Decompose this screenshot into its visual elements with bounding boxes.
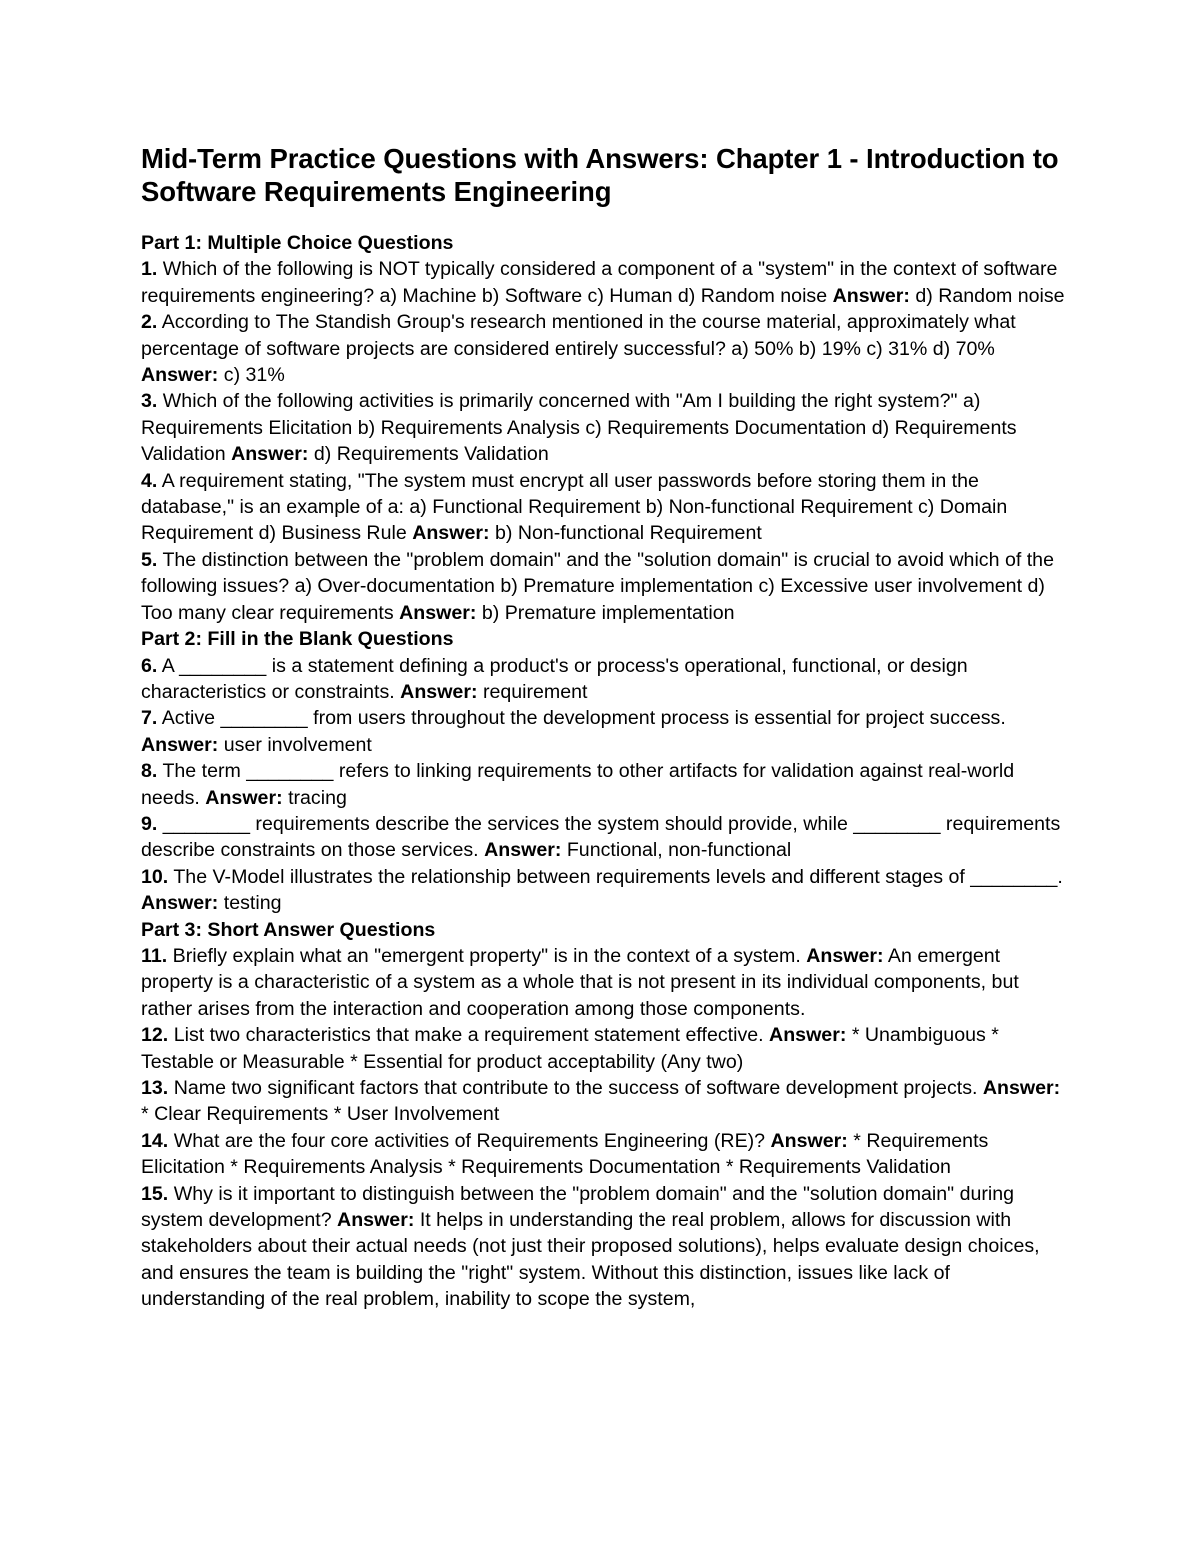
question-text: ________ requirements describe the services the system should provide, while ________ requirements describe constraints on those services. [141,812,1061,862]
part-1-heading: Part 1: Multiple Choice Questions [141,232,454,254]
question-number: 9. [141,812,158,835]
question-text: A requirement stating, "The system must encrypt all user passwords before storing them in the database," is an example of a: a) Functional Requirement b) Non-functional Requirement c) Domain Requirement d) Business Rule [141,469,1008,545]
question-item [141,1181,1066,1313]
question-item [141,705,1066,758]
answer-text: * Requirements Elicitation * Requirements Analysis * Requirements Documentation * Requirements Validation [141,1129,989,1179]
question-text: Which of the following activities is primarily concerned with "Am I building the right system?" a) Requirements Elicitation b) Requirements Analysis c) Requirements Documentation d) Requirements Validation [141,390,1017,466]
question-item [141,653,1066,706]
answer-text: c) 31% [223,364,285,387]
answer-label: Answer: [141,892,219,915]
question-text: List two characteristics that make a requirement statement effective. [173,1024,764,1047]
answer-label: Answer: [399,601,477,624]
question-item [141,1022,1066,1075]
question-number: 11. [141,944,168,967]
document-title: Mid-Term Practice Questions with Answers: Chapter 1 - Introduction to Software Requirements Engineering [141,143,1059,207]
question-item [141,943,1066,1022]
part-3-heading: Part 3: Short Answer Questions [141,918,436,941]
question-text: Why is it important to distinguish between the "problem domain" and the "solution domain" during system development? [141,1182,1015,1232]
answer-label: Answer: [400,680,478,703]
answer-label: Answer: [337,1209,415,1232]
answer-label: Answer: [231,443,309,466]
question-number: 7. [141,707,158,730]
answer-text: requirement [482,680,588,703]
question-number: 3. [141,390,158,413]
question-text: What are the four core activities of Requirements Engineering (RE)? [173,1129,766,1152]
question-number: 15. [141,1182,169,1205]
answer-text: b) Non-functional Requirement [494,522,762,545]
question-text: The term ________ refers to linking requirements to other artifacts for validation against real-world needs. [141,760,1015,809]
answer-label: Answer: [205,786,283,809]
question-item [141,256,1066,309]
answer-text: * Clear Requirements * User Involvement [141,1103,500,1126]
question-text: Name two significant factors that contribute to the success of software development projects. [173,1077,978,1099]
question-item [141,388,1066,467]
answer-text: It helps in understanding the real problem, allows for discussion with stakeholders about their actual needs (not just their proposed solutions), helps evaluate design choices, and ensures the team is building the "right" system. Without this distinction, issues like lack of understanding of the real problem, inability to scope the system, [141,1209,1040,1311]
question-number: 1. [141,258,158,281]
answer-text: testing [223,892,282,915]
document-body [141,230,1066,1313]
question-text: Which of the following is NOT typically considered a component of a "system" in the context of software requirements engineering? a) Machine b) Software c) Human d) Random noise [141,258,1058,307]
answer-text: d) Random noise [915,284,1065,307]
answer-text: * Unambiguous * Testable or Measurable * Essential for product acceptability (Any two) [141,1024,999,1073]
question-item [141,1075,1066,1128]
question-number: 6. [141,654,158,677]
answer-label: Answer: [141,364,219,387]
question-number: 10. [141,865,169,888]
part-2-heading: Part 2: Fill in the Blank Questions [141,628,454,651]
question-text: The distinction between the "problem domain" and the "solution domain" is crucial to avoid which of the following issues? a) Over-documentation b) Premature implementation c) Excessive user involvement d) Too many clear requirements [141,548,1054,624]
answer-text: d) Requirements Validation [313,443,549,466]
question-item [141,468,1066,547]
question-item [141,811,1066,864]
question-text: According to The Standish Group's research mentioned in the course material, approximately what percentage of software projects are considered entirely successful? a) 50% b) 19% c) 31% d) 70% [141,311,1016,360]
question-item [141,864,1066,917]
question-number: 8. [141,760,158,783]
question-number: 5. [141,548,158,571]
answer-label: Answer: [141,733,219,756]
question-number: 12. [141,1024,169,1047]
document-page [141,142,1066,1313]
question-text: Active ________ from users throughout the development process is essential for project success. [161,707,1006,730]
answer-text: tracing [288,786,347,809]
answer-text: Functional, non-functional [566,839,792,862]
answer-label: Answer: [484,839,562,862]
question-item [141,547,1066,626]
question-item [141,1128,1066,1181]
answer-label: Answer: [982,1077,1061,1099]
answer-label: Answer: [832,284,910,307]
answer-text: An emergent property is a characteristic of a system as a whole that is not present in its individual components, but rather arises from the interaction and cooperation among those components. [141,944,1019,1020]
question-text: A ________ is a statement defining a product's or process's operational, functional, or design characteristics or constraints. [141,654,968,703]
answer-text: user involvement [223,733,372,756]
answer-label: Answer: [770,1129,848,1152]
answer-label: Answer: [412,522,490,545]
answer-text: b) Premature implementation [481,601,735,624]
answer-label: Answer: [806,944,884,967]
question-item [141,758,1066,811]
question-number: 13. [141,1077,169,1099]
question-number: 2. [141,311,158,334]
question-text: Briefly explain what an "emergent property" is in the context of a system. [172,944,801,967]
question-number: 14. [141,1129,169,1152]
question-text: The V-Model illustrates the relationship between requirements levels and different stages of ________. [173,865,1063,888]
question-item [141,309,1066,388]
answer-label: Answer: [769,1024,847,1047]
question-number: 4. [141,469,158,492]
